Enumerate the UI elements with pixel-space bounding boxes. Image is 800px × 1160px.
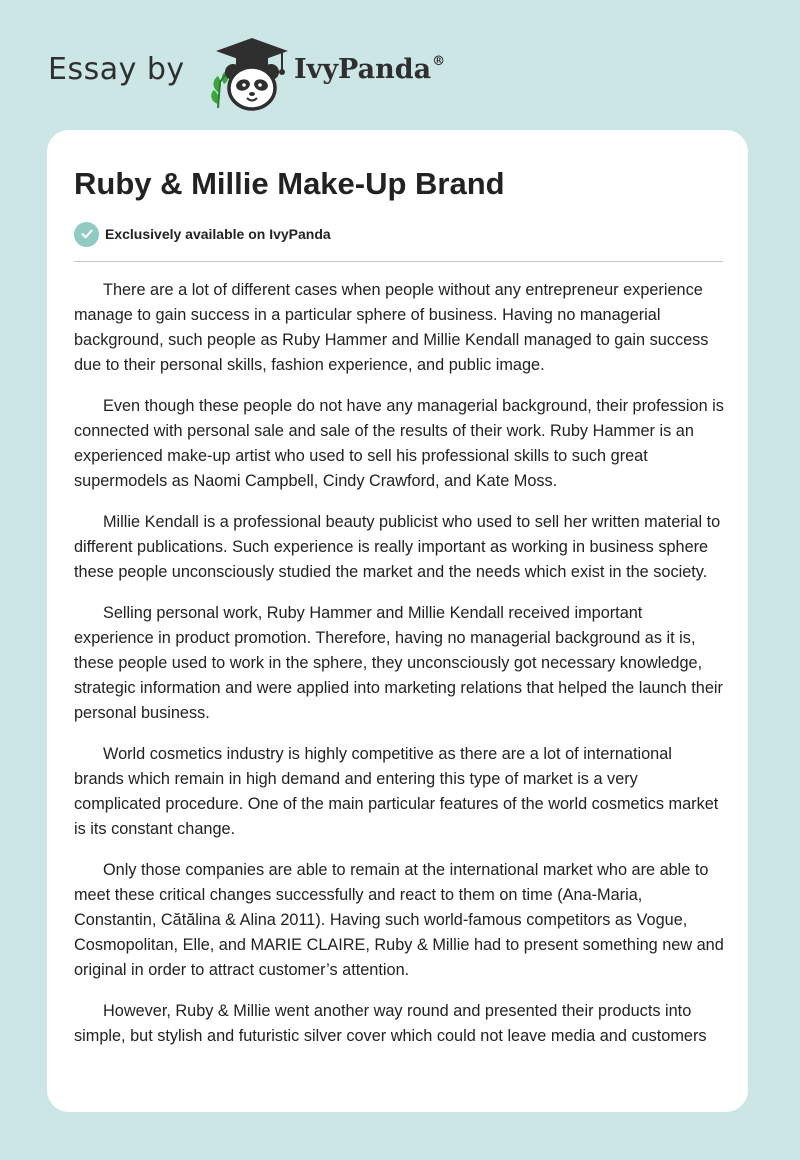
- check-circle-icon: [74, 222, 99, 247]
- paragraph: Even though these people do not have any managerial background, their profession is connected with personal sale and sale of the results of their work. Ruby Hammer is an experienced make-up artist who used to sell his professional skills to such great supermodels as Naomi Campbell, Cindy Crawford, and Kate Moss.: [74, 397, 724, 490]
- exclusive-badge: [74, 221, 331, 247]
- essay-card: [47, 130, 748, 1112]
- ivypanda-logo-text: IvyPanda®: [294, 54, 446, 85]
- brand-header[interactable]: [48, 30, 468, 114]
- essay-body: [74, 278, 726, 1065]
- essay-by-label: Essay by: [48, 52, 185, 87]
- exclusive-label: Exclusively available on IvyPanda: [105, 226, 331, 242]
- paragraph: However, Ruby & Millie went another way round and presented their products into simple, but stylish and futuristic silver cover which could not leave media and customers: [74, 1002, 707, 1045]
- paragraph: World cosmetics industry is highly competitive as there are a lot of international brands which remain in high demand and entering this type of market is a very complicated procedure. One of the main particular features of the world cosmetics market is its constant change.: [74, 745, 719, 838]
- paragraph: Selling personal work, Ruby Hammer and Millie Kendall received important experience in product promotion. Therefore, having no managerial background as it is, these people used to work in the sphere, they unconsciously got necessary knowledge, strategic information and were applied into marketing relations that helped the launch their personal business.: [74, 604, 723, 722]
- page-title: Ruby & Millie Make-Up Brand: [74, 166, 505, 201]
- paragraph: Only those companies are able to remain at the international market who are able to meet these critical changes successfully and react to them on time (Ana-Maria, Constantin, Cătălina & Alina 2011). Having such world-famous competitors as Vogue, Cosmopolitan, Elle, and MARIE CLAIRE, Ruby & Millie had to present something new and original in order to attract customer’s attention.: [74, 861, 724, 979]
- paragraph: Millie Kendall is a professional beauty publicist who used to sell her written material to different publications. Such experience is really important as working in business sphere these people unconsciously studied the market and the needs which exist in the society.: [74, 513, 721, 581]
- panda-graduate-icon: [202, 34, 292, 114]
- paragraph: There are a lot of different cases when people without any entrepreneur experience manage to gain success in a particular sphere of business. Having no managerial background, such people as Ruby Hammer and Millie Kendall managed to gain success due to their personal skills, fashion experience, and public image.: [74, 281, 709, 374]
- divider: [74, 261, 723, 262]
